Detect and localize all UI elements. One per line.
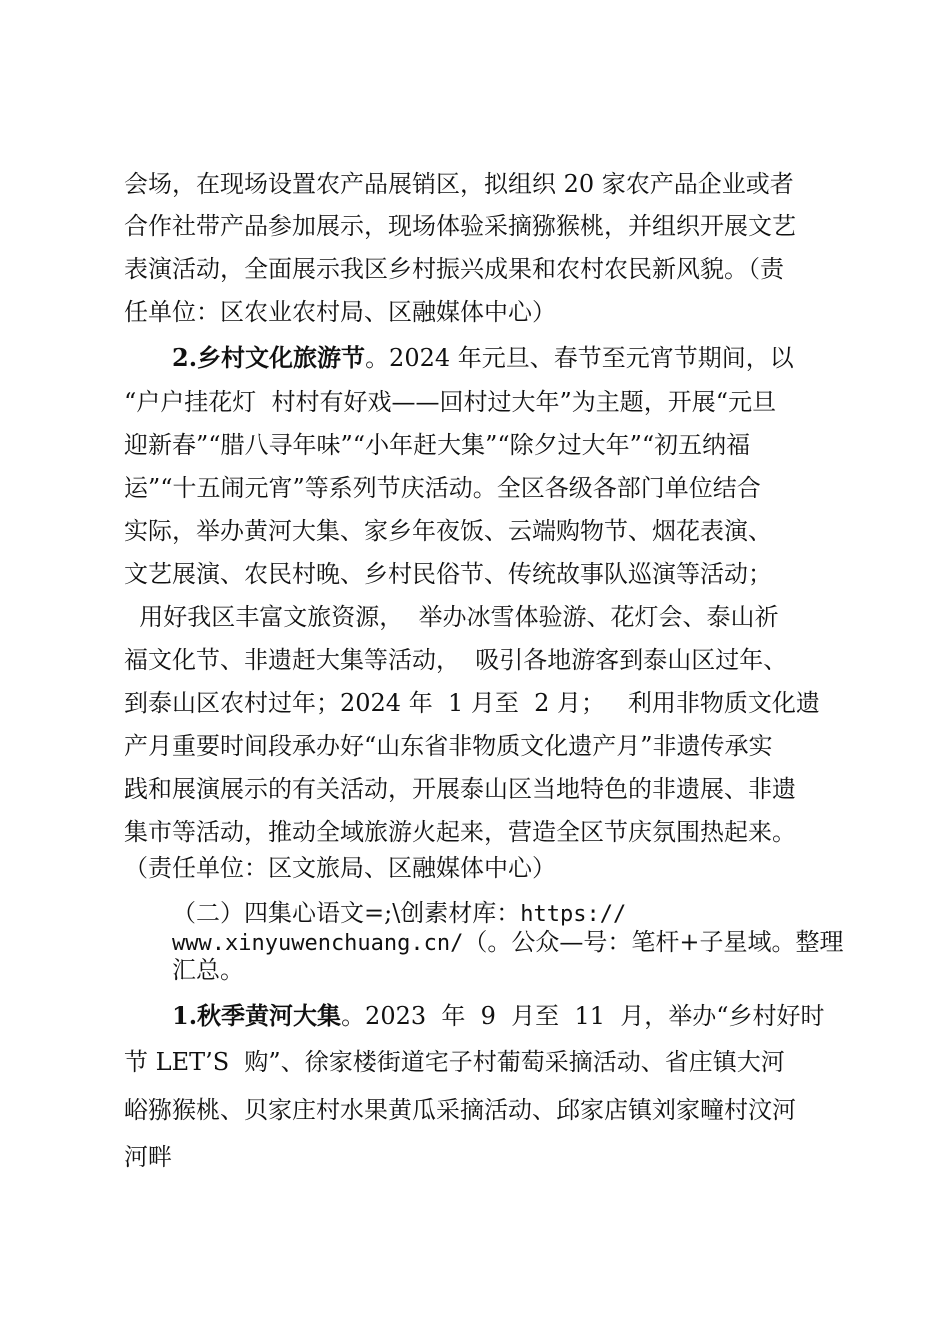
text-line xyxy=(172,898,626,930)
text-span: 。2024 年元旦、春节至元宵节期间，以 xyxy=(365,344,794,372)
text-line: “户户挂花灯 村村有好戏——回村过大年”为主题，开展“元旦 xyxy=(124,388,777,416)
text-line: 实际，举办黄河大集、家乡年夜饭、云端购物节、烟花表演、 xyxy=(124,517,772,545)
url-text: https:// xyxy=(520,902,627,927)
text-line: 峪猕猴桃、贝家庄村水果黄瓜采摘活动、邱家店镇刘家疃村汶河 xyxy=(124,1096,796,1124)
url-text: www.xinyuwenchuang.cn/ xyxy=(172,931,464,956)
text-line: 表演活动，全面展示我区乡村振兴成果和农村农民新风貌。（责 xyxy=(124,255,784,283)
text-line: 汇总。 xyxy=(172,956,244,984)
text-span: （。公众—号：笔杆+子星域。整理 xyxy=(463,928,844,956)
text-line: 合作社带产品参加展示，现场体验采摘猕猴桃，并组织开展文艺 xyxy=(124,212,796,240)
text-line: 践和展演展示的有关活动，开展泰山区当地特色的非遗展、非遗 xyxy=(124,775,796,803)
text-line: 任单位：区农业农村局、区融媒体中心） xyxy=(124,298,556,326)
text-span: （二）四集心语文=;\创素材库： xyxy=(172,899,521,927)
paragraph-heading: 1.秋季黄河大集 xyxy=(172,1001,342,1030)
text-line: 迎新春”“腊八寻年味”“小年赶大集”“除夕过大年”“初五纳福 xyxy=(124,431,751,459)
text-line: 运”“十五闹元宵”等系列节庆活动。全区各级各部门单位结合 xyxy=(124,474,761,502)
text-line xyxy=(172,342,794,374)
paragraph-heading: 2.乡村文化旅游节 xyxy=(172,343,366,372)
text-line: 集市等活动，推动全域旅游火起来，营造全区节庆氛围热起来。 xyxy=(124,818,796,846)
text-line: 河畔 xyxy=(124,1143,172,1171)
text-line xyxy=(172,927,844,959)
text-line: 用好我区丰富文旅资源， 举办冰雪体验游、花灯会、泰山祈 xyxy=(124,603,779,631)
text-span: 。2023 年 9 月至 11 月，举办“乡村好时 xyxy=(341,1002,825,1030)
text-line: 福文化节、非遗赶大集等活动， 吸引各地游客到泰山区过年、 xyxy=(124,646,788,674)
text-line: 节 LET’S 购”、徐家楼街道宅子村葡萄采摘活动、省庄镇大河 xyxy=(124,1048,785,1076)
text-line: 到泰山区农村过年；2024 年 1 月至 2 月； 利用非物质文化遗 xyxy=(124,689,820,717)
text-line: 产月重要时间段承办好“山东省非物质文化遗产月”非遗传承实 xyxy=(124,732,773,760)
text-line xyxy=(172,1000,825,1032)
text-line: 会场，在现场设置农产品展销区，拟组织 20 家农产品企业或者 xyxy=(124,170,794,198)
text-line: 文艺展演、农民村晚、乡村民俗节、传统故事队巡演等活动； xyxy=(124,560,772,588)
text-line: （责任单位：区文旅局、区融媒体中心） xyxy=(124,854,556,882)
